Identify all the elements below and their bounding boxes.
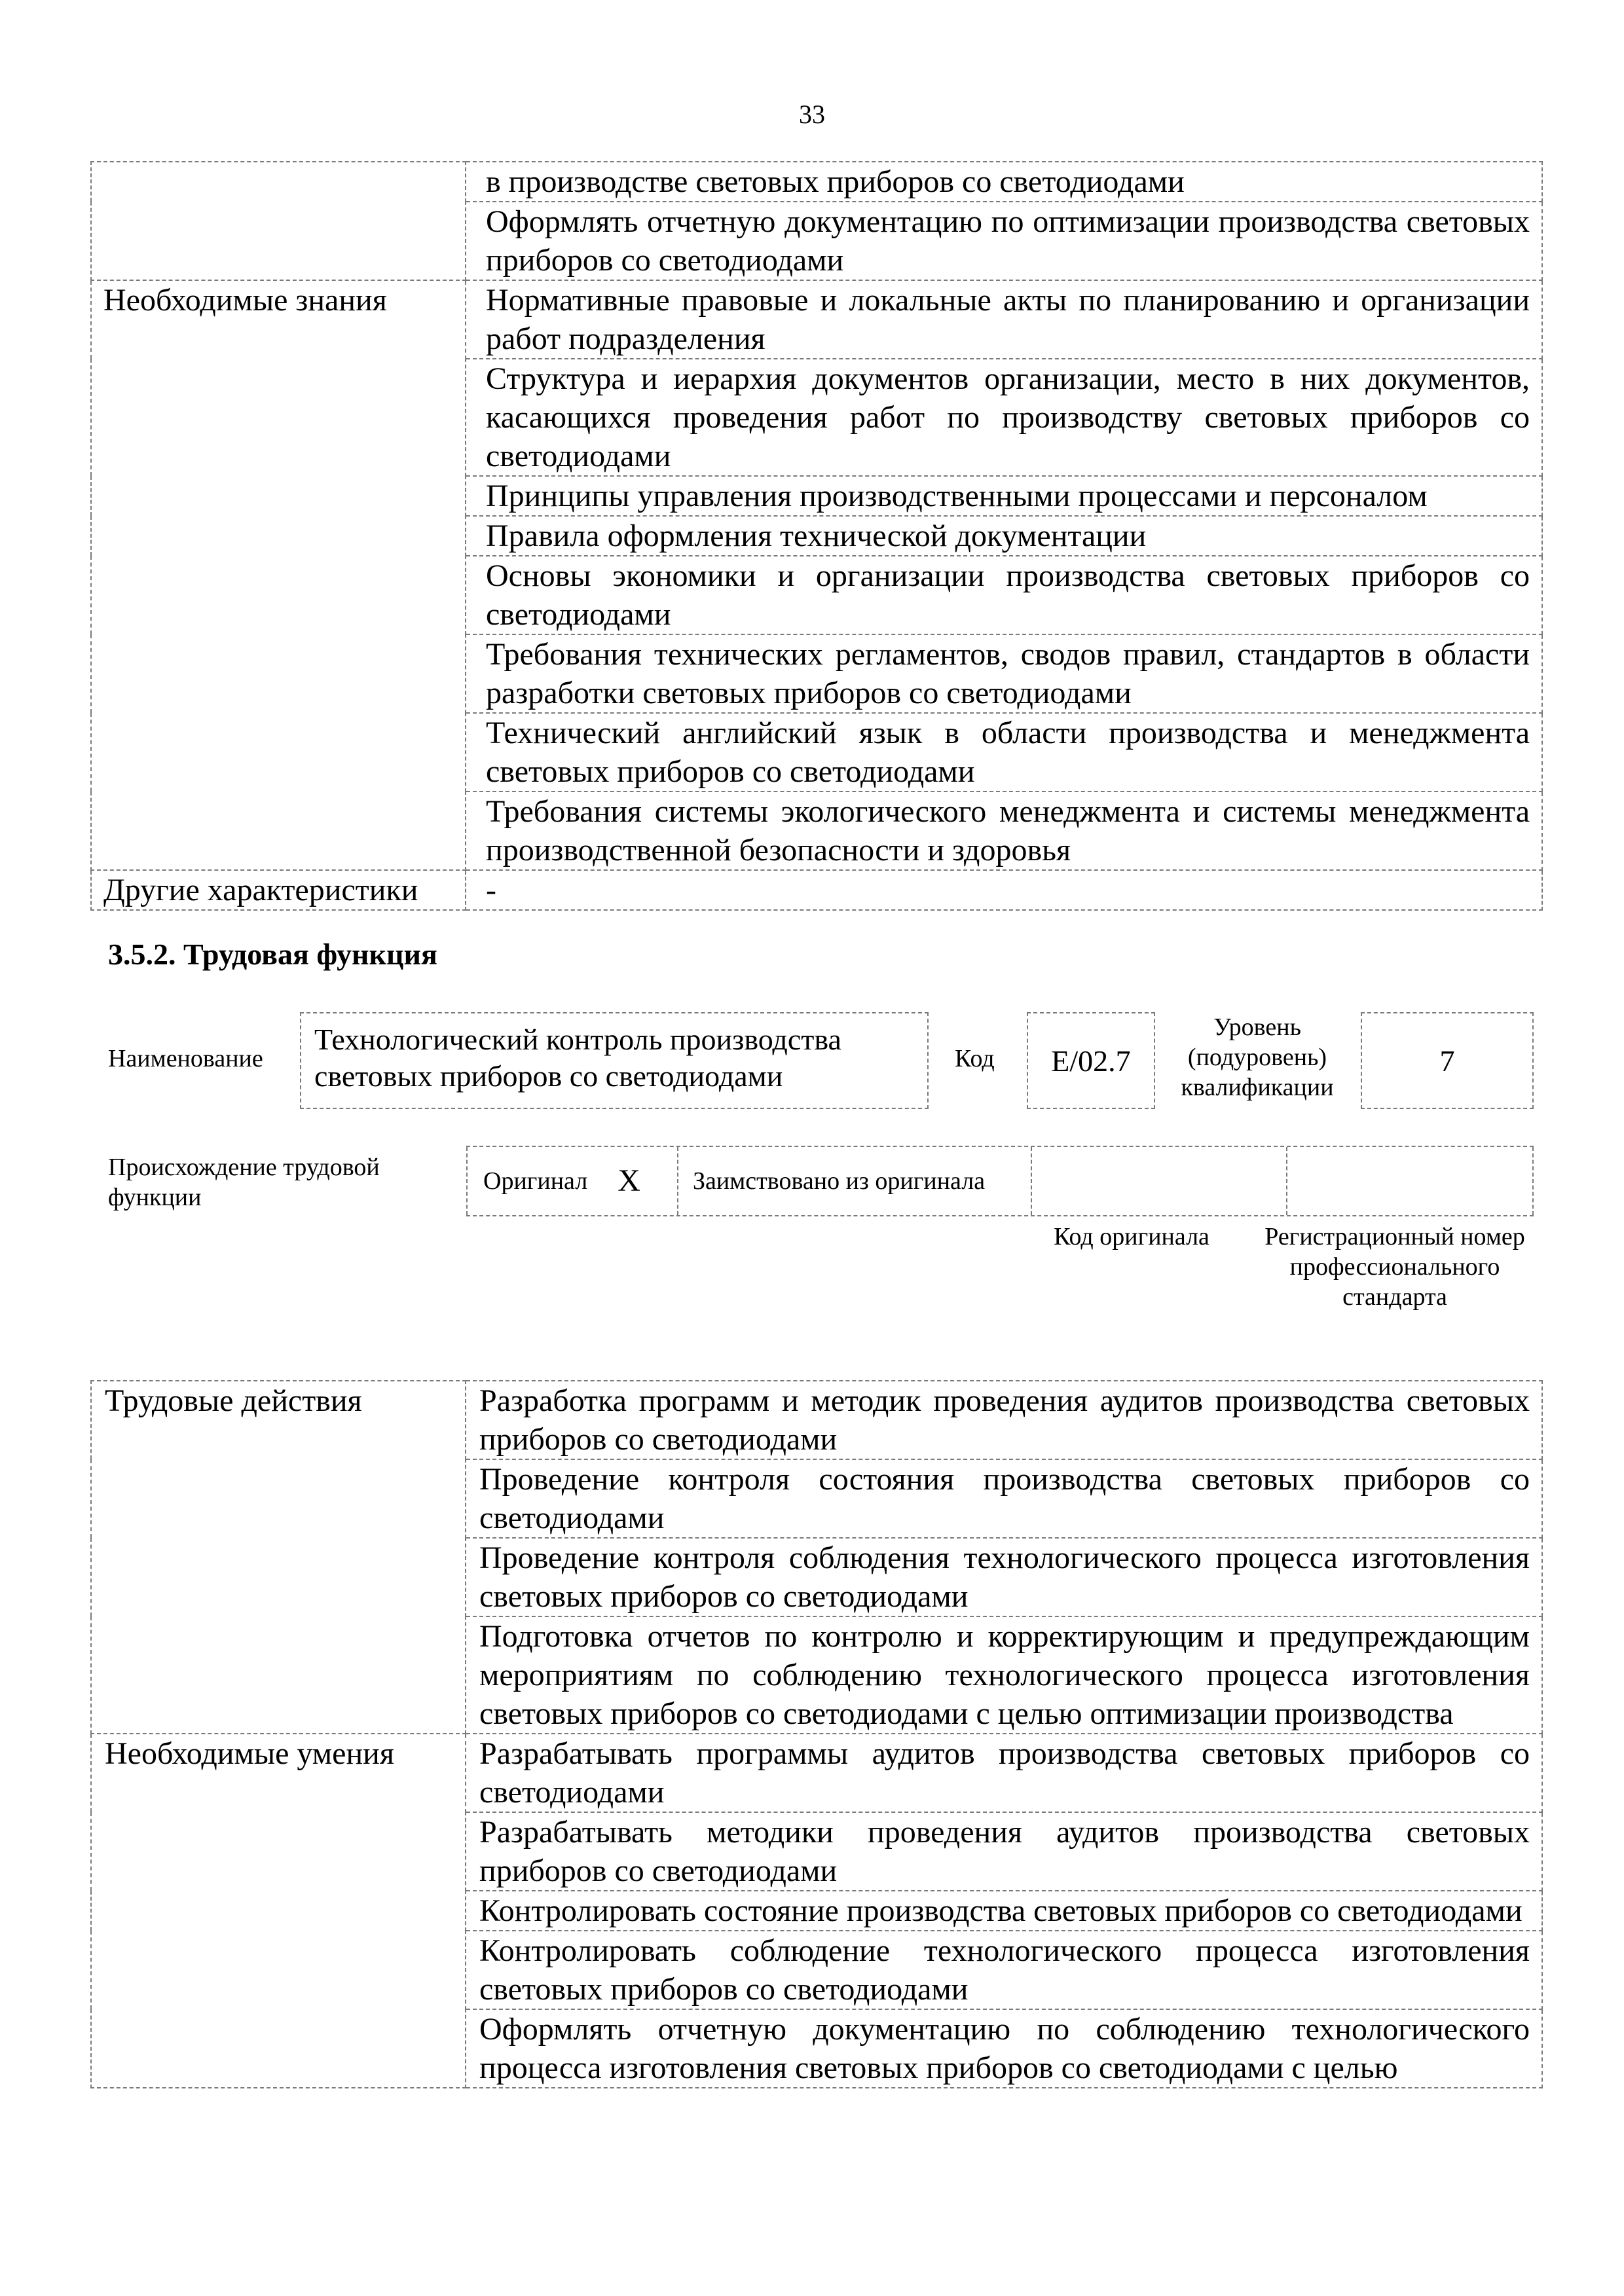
table-cell: Контролировать состояние производства световых приборов со светодиодами: [466, 1891, 1542, 1931]
table-cell: Оформлять отчетную документацию по соблюдению технологического процесса изготовления световых приборов со светодиодами с целью: [466, 2009, 1542, 2088]
section-heading: 3.5.2. Трудовая функция: [108, 938, 437, 971]
origin-original-cell: [466, 1147, 678, 1215]
table-cell: Принципы управления производственными процессами и персоналом: [466, 476, 1542, 516]
actions-skills-table: [90, 1380, 1543, 2088]
table-row: [91, 1734, 1542, 1812]
name-label: Наименование: [108, 1045, 263, 1072]
origin-borrowed-cell: Заимствовано из оригинала: [678, 1147, 1032, 1215]
row-label-other-characteristics: Другие характеристики: [91, 870, 466, 910]
level-label: Уровень (подуровень) квалификации: [1181, 1013, 1334, 1101]
table-row: [91, 870, 1542, 910]
table-row: [91, 162, 1542, 202]
caption-registration-number: Регистрационный номер профессионального стандарта: [1264, 1223, 1525, 1311]
origin-row: [466, 1146, 1534, 1216]
function-name-box: Технологический контроль производства световых приборов со светодиодами: [300, 1012, 929, 1109]
table-cell: Структура и иерархия документов организации, место в них документов, касающихся проведения работ по производству световых приборов со светодиодами: [466, 359, 1542, 476]
origin-mark: X: [618, 1163, 640, 1198]
table-cell: Технический английский язык в области производства и менеджмента световых приборов со светодиодами: [466, 713, 1542, 792]
qualification-level-box: 7: [1361, 1012, 1534, 1109]
table-cell: Разрабатывать методики проведения аудитов производства световых приборов со светодиодами: [466, 1812, 1542, 1891]
caption-original-code: Код оригинала: [1054, 1223, 1209, 1250]
table-row: [91, 1381, 1542, 1459]
table-cell: Правила оформления технической документации: [466, 516, 1542, 556]
row-label-required-skills: Необходимые умения: [91, 1734, 466, 2088]
origin-label: Происхождение трудовой функции: [108, 1154, 380, 1211]
table-cell: Требования технических регламентов, сводов правил, стандартов в области разработки световых приборов со светодиодами: [466, 634, 1542, 713]
table-cell: -: [466, 870, 1542, 910]
function-code-box: E/02.7: [1027, 1012, 1155, 1109]
row-label: [91, 162, 466, 280]
origin-original-label: Оригинал: [483, 1167, 588, 1195]
table-cell: Требования системы экологического менеджмента и системы менеджмента производственной безопасности и здоровья: [466, 792, 1542, 870]
table-cell: Оформлять отчетную документацию по оптимизации производства световых приборов со светодиодами: [466, 202, 1542, 280]
table-cell: Контролировать соблюдение технологического процесса изготовления световых приборов со светодиодами: [466, 1931, 1542, 2009]
knowledge-table: [90, 161, 1543, 911]
table-cell: Проведение контроля соблюдения технологического процесса изготовления световых приборов со светодиодами: [466, 1538, 1542, 1616]
table-cell: в производстве световых приборов со светодиодами: [466, 162, 1542, 202]
row-label-labor-actions: Трудовые действия: [91, 1381, 466, 1734]
table-cell: Разрабатывать программы аудитов производства световых приборов со светодиодами: [466, 1734, 1542, 1812]
row-label-required-knowledge: Необходимые знания: [91, 280, 466, 870]
table-cell: Проведение контроля состояния производства световых приборов со светодиодами: [466, 1459, 1542, 1538]
table-cell: Основы экономики и организации производства световых приборов со светодиодами: [466, 556, 1542, 634]
origin-registration-cell: [1287, 1147, 1534, 1215]
table-cell: Разработка программ и методик проведения аудитов производства световых приборов со светодиодами: [466, 1381, 1542, 1459]
table-cell: Подготовка отчетов по контролю и корректирующим и предупреждающим мероприятиям по соблюдению технологического процесса изготовления световых приборов со светодиодами с целью оптимизации производства: [466, 1616, 1542, 1734]
table-cell: Нормативные правовые и локальные акты по планированию и организации работ подразделения: [466, 280, 1542, 359]
origin-code-cell: [1032, 1147, 1287, 1215]
page-number: 33: [799, 100, 825, 129]
code-label: Код: [955, 1045, 995, 1072]
table-row: [91, 280, 1542, 359]
